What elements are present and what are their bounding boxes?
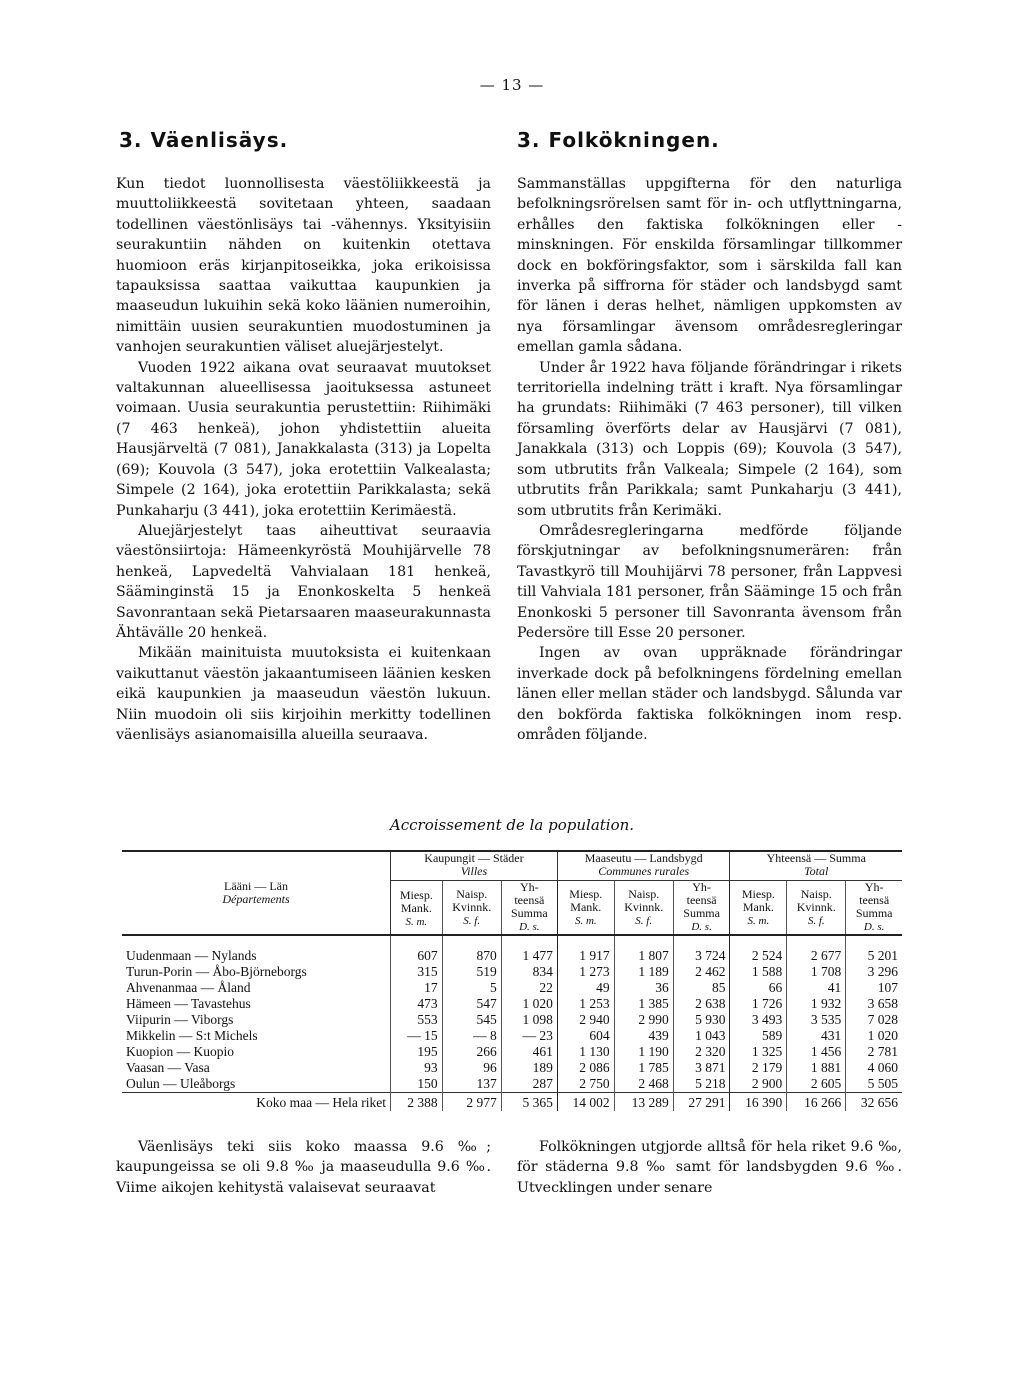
paragraph-sv-4: Ingen av ovan uppräknade förändringar inverkade dock på befolkningens fördelning emellan länen eller mellan städer och landsbygd. Sålunda var den bokförda faktiska folkökningen inom resp. områden följande. [517, 645, 902, 743]
table-cell: 2 750 [557, 1076, 614, 1093]
table-cell: 1 708 [787, 964, 846, 980]
table-cell: 14 002 [557, 1093, 614, 1112]
table-cell: — 23 [501, 1028, 557, 1044]
bottom-left-text [116, 1137, 491, 1198]
table-cell: 547 [442, 996, 501, 1012]
table-cell: 1 917 [557, 948, 614, 964]
group-header-cities: Kaupungit — Städer Villes [391, 851, 558, 881]
table-cell: 315 [391, 964, 443, 980]
closing-paragraph-fi: Väenlisäys teki siis koko maassa 9.6 ‰; kaupungeissa se oli 9.8 ‰ ja maaseudulla 9.6 ‰. Viime aikojen kehitystä valaisevat seuraavat [116, 1139, 491, 1196]
table-row [122, 1076, 902, 1093]
total-row [122, 1093, 902, 1112]
page-number: — 13 — [479, 76, 545, 94]
table-cell: 266 [442, 1044, 501, 1060]
table-cell: 4 060 [846, 1060, 902, 1076]
table-cell: 195 [391, 1044, 443, 1060]
table-cell: 1 477 [501, 948, 557, 964]
table-body [122, 935, 902, 1111]
table-cell: 32 656 [846, 1093, 902, 1112]
table-cell: 1 189 [614, 964, 673, 980]
table-cell: 1 785 [614, 1060, 673, 1076]
table-cell: 93 [391, 1060, 443, 1076]
table-caption: Accroissement de la population. [389, 816, 635, 834]
table-cell: 17 [391, 980, 443, 996]
paragraph-fi-1: Kun tiedot luonnollisesta väestöliikkeestä ja muuttoliikkeestä sovitetaan yhteen, saadaan todellinen väestönlisäys tai -vähennys. Yksityisiin seurakuntiin nähden on kuitenkin otettava huomioon eräs kirjanpitoseikka, joka erikoisissa tapauksissa saattaa vaikuttaa kaupunkien ja maaseudun lukuihin sekä koko läänien numeroihin, nimittäin uusien seurakuntien muodostuminen ja vanhojen seurakuntien väliset aluejärjestelyt. [116, 176, 491, 356]
table-cell: 3 871 [673, 1060, 730, 1076]
table-cell: 604 [557, 1028, 614, 1044]
table-cell: 22 [501, 980, 557, 996]
table-cell: 3 658 [846, 996, 902, 1012]
table-cell: 2 781 [846, 1044, 902, 1060]
table-cell: 519 [442, 964, 501, 980]
lan-header: Lääni — Län Départements [222, 879, 290, 906]
table-cell: 1 253 [557, 996, 614, 1012]
paragraph-fi-4: Mikään mainituista muutoksista ei kuitenkaan vaikuttanut väestön jakaantumiseen läänien kesken eikä kaupunkien ja maaseudun väestön lukuun. Niin muodoin oli siis kirjoihin merkitty todellinen väenlisäys asianomaisilla alueilla seuraava. [116, 645, 491, 743]
col-sum-rural: Yh- teensä Summa D. s. [673, 881, 730, 936]
table-row [122, 1012, 902, 1028]
paragraph-sv-1: Sammanställas uppgifterna för den naturliga befolkningsrörelsen samt för in- och utflyttningarna, erhålles den faktiska folkökningen eller -minskningen. För enskilda församlingar tillkommer dock en bokföringsfaktor, som i särskilda fall kan inverka på siffrorna för städer och landsbygd samt för länen i deras helhet, nämligen uppkomsten av nya församlingar ävensom områdesregleringar emellan gamla sådana. [517, 176, 902, 356]
swedish-column [517, 128, 902, 745]
table-cell: 85 [673, 980, 730, 996]
table-row [122, 964, 902, 980]
table-cell: 1 807 [614, 948, 673, 964]
table-cell: 27 291 [673, 1093, 730, 1112]
col-men-rural: Miesp. Mank. S. m. [557, 881, 614, 936]
finnish-column [116, 128, 491, 745]
table-cell: 607 [391, 948, 443, 964]
table-cell: 439 [614, 1028, 673, 1044]
department-name: Hämeen — Tavastehus [126, 996, 251, 1011]
table-cell: 461 [501, 1044, 557, 1060]
table-cell: 1 588 [730, 964, 787, 980]
table-cell: 589 [730, 1028, 787, 1044]
department-name: Turun-Porin — Åbo-Björneborgs [126, 964, 307, 979]
table-cell: 7 028 [846, 1012, 902, 1028]
table-cell: 2 605 [787, 1076, 846, 1093]
table-cell: 1 726 [730, 996, 787, 1012]
table-cell: 1 932 [787, 996, 846, 1012]
table-cell: 2 990 [614, 1012, 673, 1028]
col-women-rural: Naisp. Kvinnk. S. f. [614, 881, 673, 936]
col-men-total: Miesp. Mank. S. m. [730, 881, 787, 936]
section-heading-fi: 3. Väenlisäys. [119, 128, 289, 152]
table-cell: 41 [787, 980, 846, 996]
table-cell: 1 020 [501, 996, 557, 1012]
department-name: Vaasan — Vasa [126, 1060, 210, 1075]
paragraph-fi-2: Vuoden 1922 aikana ovat seuraavat muutokset valtakunnan alueellisessa jaoituksessa astuneet voimaan. Uusia seurakuntia perustettiin: Riihimäki (7 463 henkeä), johon yhdistettiin alueita Hausjärveltä (7 081), Janakkalasta (313) ja Lopelta (69); Kouvola (3 547), joka erotettiin Valkealasta; Simpele (2 164), joka erotettiin Parikkalasta; sekä Punkaharju (3 441), joka erotettiin Kerimäestä. [116, 359, 491, 519]
table-row [122, 1060, 902, 1076]
department-name: Mikkelin — S:t Michels [126, 1028, 258, 1043]
table-cell: 431 [787, 1028, 846, 1044]
table-cell: 2 638 [673, 996, 730, 1012]
table-cell: 2 677 [787, 948, 846, 964]
table-cell: 3 493 [730, 1012, 787, 1028]
table-cell: 5 [442, 980, 501, 996]
table-cell: 1 456 [787, 1044, 846, 1060]
col-sum-total: Yh- teensä Summa D. s. [846, 881, 902, 936]
table-cell: 16 390 [730, 1093, 787, 1112]
table-cell: 150 [391, 1076, 443, 1093]
table-cell: 2 468 [614, 1076, 673, 1093]
table-cell: 66 [730, 980, 787, 996]
paragraph-fi-3: Aluejärjestelyt taas aiheuttivat seuraavia väestönsiirtoja: Hämeenkyröstä Mouhijärvelle 78 henkeä, Lapvedeltä Vahvialaan 181 henkeä, Sääminginstä 15 ja Enonkoskelta 5 henkeä Savonrantaan sekä Pietarsaaren maaseurakunnasta Ähtävälle 20 henkeä. [116, 522, 491, 641]
paragraph-sv-3: Områdesregleringarna medförde följande förskjutningar av befolkningsnumerären: från Tavastkyrö till Mouhijärvi 78 personer, från Lappvesi till Vahviala 181 personer, från Sääminge 15 och från Enonkoski 5 personer till Savonranta ävensom från Pedersöre till Esse 20 personer. [517, 522, 902, 641]
table-cell: 3 535 [787, 1012, 846, 1028]
table-cell: 1 130 [557, 1044, 614, 1060]
table-cell: 1 020 [846, 1028, 902, 1044]
table-cell: 16 266 [787, 1093, 846, 1112]
table-cell: 2 977 [442, 1093, 501, 1112]
table-cell: 36 [614, 980, 673, 996]
table-cell: 545 [442, 1012, 501, 1028]
table-cell: 1 325 [730, 1044, 787, 1060]
table-cell: 5 930 [673, 1012, 730, 1028]
table-cell: 1 385 [614, 996, 673, 1012]
table-cell: 2 462 [673, 964, 730, 980]
table-cell: 5 365 [501, 1093, 557, 1112]
table-cell: 1 190 [614, 1044, 673, 1060]
table-cell: 834 [501, 964, 557, 980]
table-cell: 5 218 [673, 1076, 730, 1093]
department-name: Ahvenanmaa — Åland [126, 980, 251, 995]
bottom-right-text [517, 1137, 902, 1198]
table-cell: 553 [391, 1012, 443, 1028]
table-cell: 2 388 [391, 1093, 443, 1112]
table-cell: 107 [846, 980, 902, 996]
table-cell: 96 [442, 1060, 501, 1076]
group-header-rural: Maaseutu — Landsbygd Communes rurales [557, 851, 730, 881]
department-name: Kuopion — Kuopio [126, 1044, 234, 1059]
table-cell: 870 [442, 948, 501, 964]
department-name: Oulun — Uleåborgs [126, 1076, 236, 1091]
table-cell: 473 [391, 996, 443, 1012]
col-men-cities: Miesp. Mank. S. m. [391, 881, 443, 936]
col-sum-cities: Yh- teensä Summa D. s. [501, 881, 557, 936]
table-cell: 1 098 [501, 1012, 557, 1028]
paragraph-sv-2: Under år 1922 hava följande förändringar i rikets territoriella indelning trätt i kraft. Nya församlingar ha grundats: Riihimäki (7 463 personer), till vilken församling överförts delar av Hausjärvi (7 081), Janakkala (313) och Loppis (69); Kouvola (3 547), som utbrutits från Valkeala; Simpele (2 164), som utbrutits från Parikkala; samt Punkaharju (3 441), som utbrutits från Kerimäki. [517, 359, 902, 519]
col-women-cities: Naisp. Kvinnk. S. f. [442, 881, 501, 936]
table-cell: 13 289 [614, 1093, 673, 1112]
table-cell: 2 524 [730, 948, 787, 964]
closing-paragraph-sv: Folkökningen utgjorde alltså för hela riket 9.6 ‰, för städerna 9.8 ‰ samt för landsbygden 9.6 ‰. Utvecklingen under senare [517, 1139, 902, 1196]
table-cell: 5 201 [846, 948, 902, 964]
table-cell: 1 043 [673, 1028, 730, 1044]
population-table [122, 850, 902, 1111]
table-row [122, 948, 902, 964]
table-cell: 287 [501, 1076, 557, 1093]
table-cell: 3 296 [846, 964, 902, 980]
table-cell: 2 086 [557, 1060, 614, 1076]
table-cell: 2 940 [557, 1012, 614, 1028]
col-women-total: Naisp. Kvinnk. S. f. [787, 881, 846, 936]
department-name: Uudenmaan — Nylands [126, 948, 257, 963]
group-header-total: Yhteensä — Summa Total [730, 851, 902, 881]
section-heading-sv: 3. Folkökningen. [517, 128, 720, 152]
table-cell: 2 179 [730, 1060, 787, 1076]
table-cell: 1 273 [557, 964, 614, 980]
table-cell: 1 881 [787, 1060, 846, 1076]
table-cell: — 15 [391, 1028, 443, 1044]
table-row [122, 996, 902, 1012]
table-row [122, 1028, 902, 1044]
table-cell: 5 505 [846, 1076, 902, 1093]
table-cell: 189 [501, 1060, 557, 1076]
table-row [122, 980, 902, 996]
table-cell: 2 320 [673, 1044, 730, 1060]
total-label: Koko maa — Hela riket [122, 1093, 391, 1112]
table-cell: 2 900 [730, 1076, 787, 1093]
department-name: Viipurin — Viborgs [126, 1012, 234, 1027]
table-cell: 3 724 [673, 948, 730, 964]
table-cell: 137 [442, 1076, 501, 1093]
table-row [122, 1044, 902, 1060]
table-cell: — 8 [442, 1028, 501, 1044]
table-cell: 49 [557, 980, 614, 996]
